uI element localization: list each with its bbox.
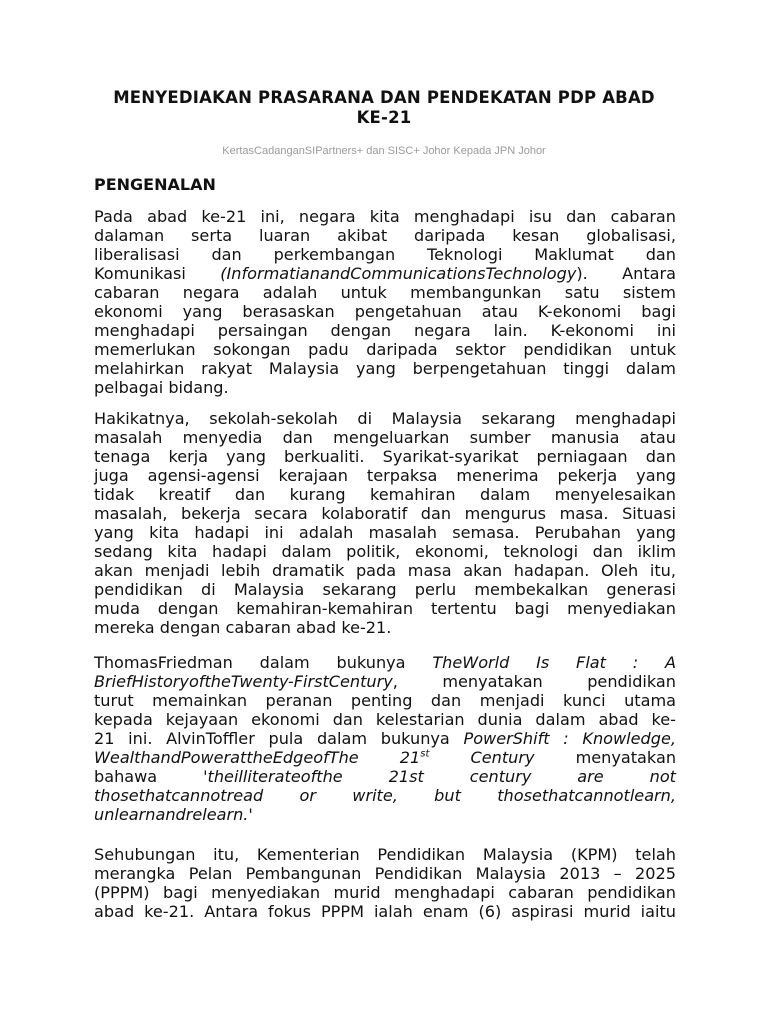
- quote-text: unlearnandrelearn.: [94, 805, 249, 824]
- text-line: masalah menyedia dan mengeluarkan sumber manusia atau: [94, 428, 676, 447]
- document-subtitle: KertasCadanganSIPartners+ dan SISC+ Johor Kepada JPN Johor: [222, 145, 546, 157]
- text-line: muda dengan kemahiran-kemahiran tertentu bagi menyediakan: [94, 599, 676, 618]
- text-line: tidak kreatif dan kurang kemahiran dalam menyelesaikan: [94, 485, 676, 504]
- text-line: menghadapi persaingan dengan negara lain. K-ekonomi ini: [94, 321, 676, 340]
- paragraph-reality: [94, 409, 676, 637]
- text-line: merangka Pelan Pembangunan Pendidikan Malaysia 2013 – 2025: [94, 864, 676, 883]
- quote-text: theilliterateofthe 21st century are not: [207, 767, 676, 786]
- text-segment: ThomasFriedman dalam bukunya: [94, 653, 406, 672]
- text-line: kepada kejayaan ekonomi dan kelestarian dunia dalam abad ke-: [94, 710, 676, 729]
- text-line: (PPPM) bagi menyediakan murid menghadapi cabaran pendidikan: [94, 883, 676, 902]
- text-line: turut memainkan peranan penting dan menjadi kunci utama: [94, 691, 676, 710]
- paragraph-friedman: [94, 653, 676, 824]
- text-segment: menyatakan: [575, 748, 677, 767]
- text-segment: ). Antara: [576, 264, 676, 283]
- text-line: dalaman serta luaran akibat daripada kesan globalisasi,: [94, 226, 676, 245]
- book-title: WealthandPowerattheEdgeofThe 21: [94, 748, 421, 767]
- text-segment: Komunikasi: [94, 264, 186, 283]
- paragraph-intro: [94, 207, 676, 397]
- text-line: memerlukan sokongan padu daripada sektor pendidikan untuk: [94, 340, 676, 359]
- title-line: KE-21: [356, 108, 412, 127]
- book-title: PowerShift : Knowledge,: [463, 729, 676, 748]
- text-line: thosethatcannotread or write, but thosethatcannotlearn,: [94, 786, 676, 805]
- text-line: pendidikan di Malaysia sekarang perlu membekalkan generasi: [94, 580, 676, 599]
- paragraph-pppm: [94, 845, 676, 921]
- superscript: st: [420, 748, 430, 760]
- text-line: pelbagai bidang.: [94, 378, 229, 397]
- text-line: melahirkan rakyat Malaysia yang berpengetahuan tinggi dalam: [94, 359, 676, 378]
- section-heading: PENGENALAN: [94, 175, 216, 194]
- text-line: [94, 653, 676, 672]
- text-line: Sehubungan itu, Kementerian Pendidikan Malaysia (KPM) telah: [94, 845, 676, 864]
- document-title: [96, 88, 672, 128]
- text-line: juga agensi-agensi kerajaan terpaksa menerima pekerja yang: [94, 466, 676, 485]
- text-line: abad ke-21. Antara fokus PPPM ialah enam (6) aspirasi murid iaitu: [94, 902, 676, 921]
- text-line: [94, 729, 676, 748]
- text-line: cabaran negara adalah untuk membangunkan satu sistem: [94, 283, 676, 302]
- book-title: TheWorld Is Flat : A: [432, 653, 676, 672]
- text-line: sedang kita hadapi dalam politik, ekonomi, teknologi dan iklim: [94, 542, 676, 561]
- text-line: [94, 264, 676, 283]
- text-line: [94, 748, 676, 767]
- text-line: [94, 805, 676, 824]
- book-title: BriefHistoryoftheTwenty-FirstCentury: [94, 672, 393, 691]
- text-line: mereka dengan cabaran abad ke-21.: [94, 618, 392, 637]
- text-line: [94, 672, 676, 691]
- italic-term: (InformatianandCommunicationsTechnology: [220, 264, 577, 283]
- text-line: ekonomi yang berasaskan pengetahuan atau K-ekonomi bagi: [94, 302, 676, 321]
- text-line: Pada abad ke-21 ini, negara kita menghadapi isu dan cabaran: [94, 207, 676, 226]
- text-segment: 21 ini. AlvinToffler pula dalam bukunya: [94, 729, 450, 748]
- text-segment: bahawa ': [94, 767, 208, 786]
- book-title: Century: [429, 748, 535, 767]
- text-segment: ': [248, 805, 253, 824]
- text-segment: , menyatakan pendidikan: [392, 672, 676, 691]
- text-line: akan menjadi lebih dramatik pada masa akan hadapan. Oleh itu,: [94, 561, 676, 580]
- text-line: liberalisasi dan perkembangan Teknologi Maklumat dan: [94, 245, 676, 264]
- text-line: masalah, bekerja secara kolaboratif dan mengurus masa. Situasi: [94, 504, 676, 523]
- text-line: Hakikatnya, sekolah-sekolah di Malaysia sekarang menghadapi: [94, 409, 676, 428]
- text-line: yang kita hadapi ini adalah masalah semasa. Perubahan yang: [94, 523, 676, 542]
- title-line: MENYEDIAKAN PRASARANA DAN PENDEKATAN PDP ABAD: [113, 88, 655, 107]
- text-line: tenaga kerja yang berkualiti. Syarikat-syarikat perniagaan dan: [94, 447, 676, 466]
- text-line: [94, 767, 676, 786]
